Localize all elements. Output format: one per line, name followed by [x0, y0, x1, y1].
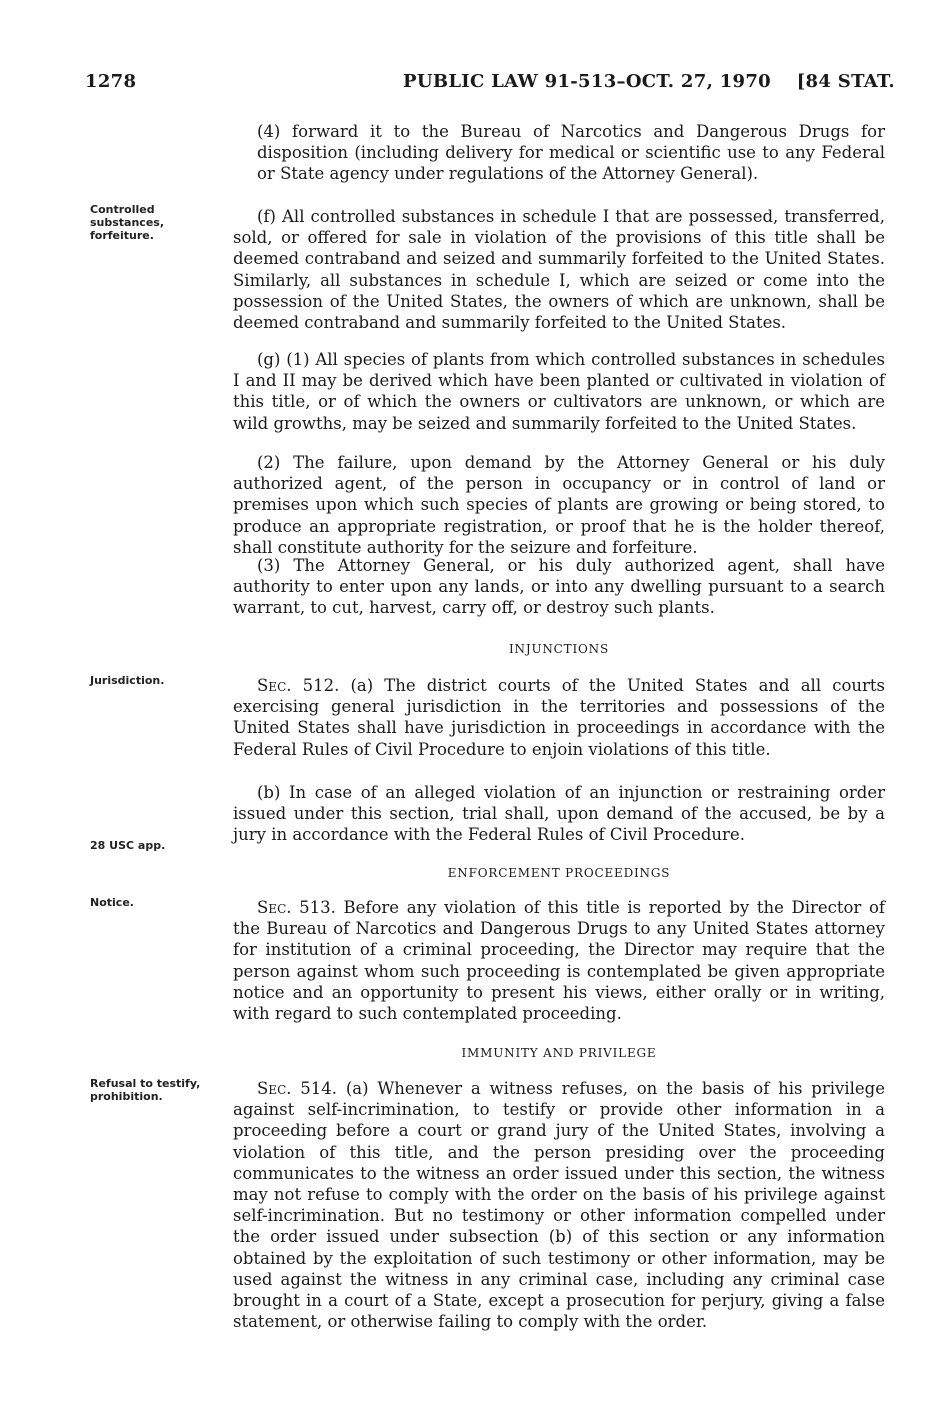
page-number: 1278: [85, 71, 137, 92]
statute-reference: [84 STAT.: [796, 71, 895, 92]
paragraph-f-text: (f) All controlled substances in schedule I that are possessed, transferred, sold, or offered for sale in violation of the provisions of this title shall be deemed contraband and seized and summarily forfeited to the United States. Similarly, all substances in schedule I, which are seized or come into the possession of the United States, the owners of which are unknown, shall be deemed contraband and summarily forfeited to the United States.: [233, 207, 885, 333]
margin-note-refusal: Refusal to testify, prohibition.: [90, 1077, 201, 1103]
page-header: [85, 71, 895, 97]
paragraph-g3-text: (3) The Attorney General, or his duly authorized agent, shall have authority to enter upon any lands, or into any dwelling pursuant to a search warrant, to cut, harvest, carry off, or destroy such plants.: [233, 556, 885, 618]
section-512-a-text: (a) The district courts of the United States and all courts exercising general jurisdiction in the territories and possessions of the United States shall have jurisdiction in proceedings in accordance with the Federal Rules of Civil Procedure to enjoin violations of this title.: [233, 676, 885, 759]
paragraph-g3: [233, 555, 885, 619]
section-514-label: Sec. 514.: [257, 1079, 338, 1098]
section-512-label: Sec. 512.: [257, 676, 340, 695]
section-512-a: [233, 675, 885, 760]
paragraph-g2: [233, 452, 885, 558]
section-512-b: [233, 782, 885, 846]
paragraph-f: [233, 206, 885, 333]
paragraph-4-text: (4) forward it to the Bureau of Narcotics and Dangerous Drugs for disposition (including delivery for medical or scientific use to any Federal or State agency under regulations of the Attorney General).: [257, 122, 885, 184]
heading-immunity-and-privilege: IMMUNITY AND PRIVILEGE: [461, 1046, 657, 1060]
running-title: PUBLIC LAW 91-513–OCT. 27, 1970: [403, 71, 772, 92]
section-514-a: [233, 1078, 885, 1332]
paragraph-g1-text: (g) (1) All species of plants from which controlled substances in schedules I and II may be derived which have been planted or cultivated in violation of this title, or of which the owners or cultivators are unknown, or which are wild growths, may be seized and summarily forfeited to the United States.: [233, 350, 885, 433]
section-514-a-text: (a) Whenever a witness refuses, on the basis of his privilege against self-incrimination, to testify or provide other information in a proceeding before a court or grand jury of the United States, involving a violation of this title, and the person presiding over the proceeding communicates to the witness an order issued under this section, the witness may not refuse to comply with the order on the basis of his privilege against self-incrimination. But no testimony or other information compelled under the order issued under subsection (b) of this section or any information obtained by the exploitation of such testimony or other information, may be used against the witness in any criminal case, including any criminal case brought in a court of a State, except a prosecution for perjury, giving a false statement, or otherwise failing to comply with the order.: [233, 1079, 885, 1332]
paragraph-g2-text: (2) The failure, upon demand by the Attorney General or his duly authorized agent, of the person in occupancy or in control of land or premises upon which such species of plants are growing or being stored, to produce an appropriate registration, or proof that he is the holder thereof, shall constitute authority for the seizure and forfeiture.: [233, 453, 885, 557]
heading-injunctions: INJUNCTIONS: [509, 642, 609, 656]
heading-enforcement-proceedings: ENFORCEMENT PROCEEDINGS: [447, 866, 671, 880]
section-513: [233, 897, 885, 1024]
paragraph-4: [233, 121, 885, 185]
margin-note-usc: 28 USC app.: [90, 839, 166, 852]
paragraph-g1: [233, 349, 885, 434]
margin-note-notice: Notice.: [90, 896, 134, 909]
margin-note-controlled-substances: Controlled substances, forfeiture.: [90, 203, 165, 242]
section-513-label: Sec. 513.: [257, 898, 336, 917]
margin-note-jurisdiction: Jurisdiction.: [90, 674, 165, 687]
section-512-b-text: (b) In case of an alleged violation of an injunction or restraining order issued under this section, trial shall, upon demand of the accused, be by a jury in accordance with the Federal Rules of Civil Procedure.: [233, 783, 885, 845]
section-513-text: Before any violation of this title is reported by the Director of the Bureau of Narcotics and Dangerous Drugs to any United States attorney for institution of a criminal proceeding, the Director may require that the person against whom such proceeding is contemplated be given appropriate notice and an opportunity to present his views, either orally or in writing, with regard to such contemplated proceeding.: [233, 898, 885, 1024]
